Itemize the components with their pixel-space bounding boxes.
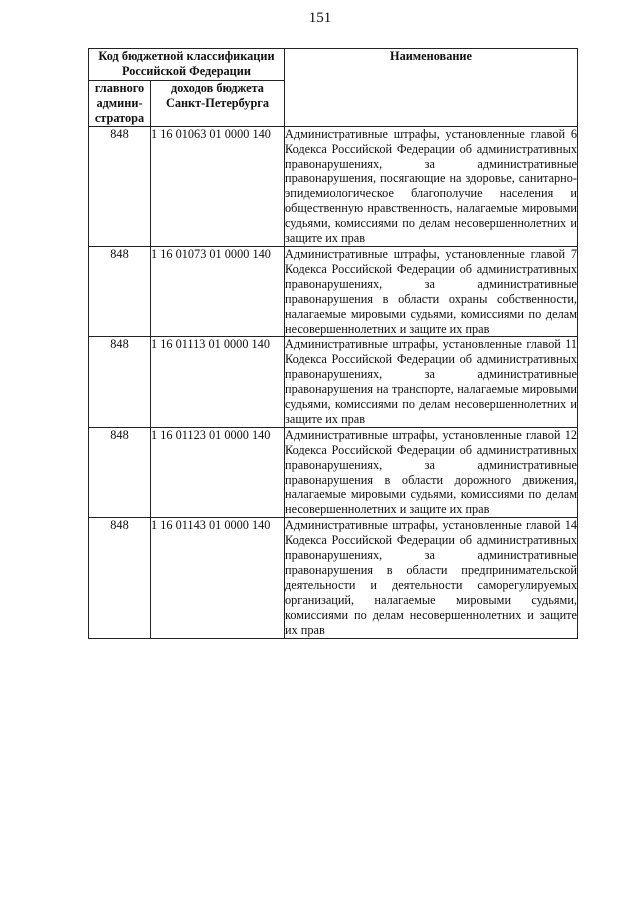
- name-cell: Административные штрафы, установленные главой 7 Кодекса Российской Федерации об административных правонарушениях, за административные правонарушения в области охраны собственности, налагаемые мировыми судьями, комиссиями по делам несовершеннолетних и защите их прав: [285, 246, 577, 336]
- name-cell: Административные штрафы, установленные главой 14 Кодекса Российской Федерации об административных правонарушениях, за административные правонарушения в области предпринимательской деятельности и деятельности саморегулируемых организаций, налагаемые мировыми судьями, комиссиями по делам несовершеннолетних и защите их прав: [285, 518, 577, 637]
- admin-code-cell: 848: [89, 518, 151, 638]
- revenue-code-cell: 1 16 01063 01 0000 140: [151, 126, 285, 246]
- table-row: [89, 337, 578, 427]
- header-revenue-spb: доходов бюджета Санкт-Петербурга: [151, 81, 285, 127]
- header-name: Наименование: [285, 49, 578, 127]
- table-row: [89, 126, 578, 246]
- header-budget-classification-code: Код бюджетной классификации Российской Федерации: [89, 49, 285, 81]
- name-cell: Административные штрафы, установленные главой 12 Кодекса Российской Федерации об административных правонарушениях, за административные правонарушения в области дорожного движения, налагаемые мировыми судьями, комиссиями по делам несовершеннолетних и защите их прав: [285, 427, 577, 517]
- admin-code-cell: 848: [89, 337, 151, 427]
- name-cell: Административные штрафы, установленные главой 11 Кодекса Российской Федерации об административных правонарушениях, за административные правонарушения на транспорте, налагаемые мировыми судьями, комиссиями по делам несовершеннолетних и защите их прав: [285, 337, 577, 426]
- name-cell: Административные штрафы, установленные главой 6 Кодекса Российской Федерации об административных правонарушениях, за административные правонарушения, посягающие на здоровье, санитарно-эпидемиологическое благополучие населения и общественную нравственность, налагаемые мировыми судьями, комиссиями по делам несовершеннолетних и защите их прав: [285, 126, 577, 246]
- admin-code-cell: 848: [89, 246, 151, 336]
- table-header-row: [89, 49, 578, 81]
- table-row: [89, 518, 578, 638]
- budget-classification-table: [88, 48, 578, 639]
- table-row: [89, 427, 578, 517]
- admin-code-cell: 848: [89, 427, 151, 517]
- revenue-code-cell: 1 16 01073 01 0000 140: [151, 246, 285, 336]
- page-number: 151: [308, 10, 332, 26]
- admin-code-cell: 848: [89, 126, 151, 246]
- table-row: [89, 246, 578, 336]
- revenue-code-cell: 1 16 01143 01 0000 140: [151, 518, 285, 638]
- revenue-code-cell: 1 16 01123 01 0000 140: [151, 427, 285, 517]
- header-chief-administrator: главного админи-стратора: [89, 81, 151, 127]
- revenue-code-cell: 1 16 01113 01 0000 140: [151, 337, 285, 427]
